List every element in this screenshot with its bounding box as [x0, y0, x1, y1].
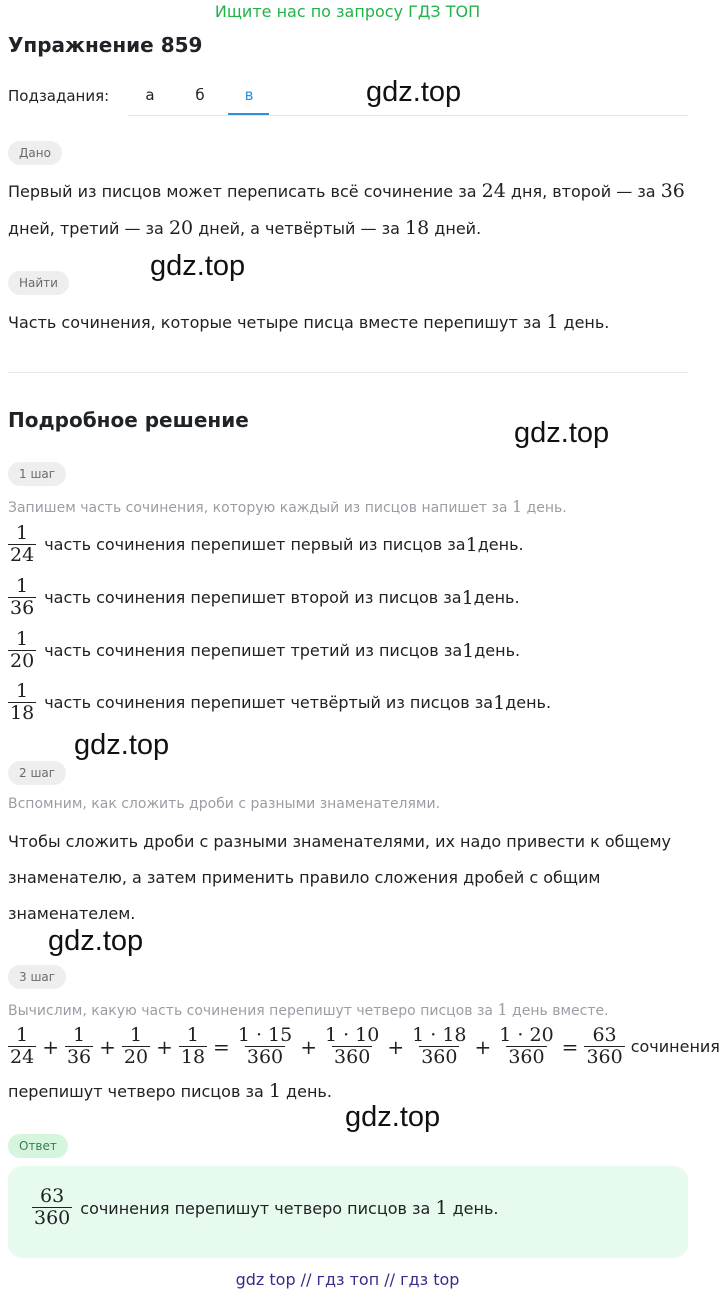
step-2-line-1: Чтобы сложить дроби с разными знаменателями, их надо привести к общему — [8, 832, 671, 851]
fraction: $\frac{1 \cdot 10}{360}$ — [324, 1024, 380, 1068]
fraction: $\frac{1 \cdot 15}{360}$ — [237, 1024, 293, 1068]
step-3-hint: Вычислим, какую часть сочинения перепишут четверо писцов за 1 день вместе. — [8, 1000, 609, 1019]
tab-a[interactable]: а — [145, 86, 155, 104]
given-section — [8, 141, 62, 165]
fraction: $\frac{1 \cdot 18}{360}$ — [412, 1024, 467, 1068]
plus-sign: + — [156, 1034, 173, 1059]
tab-b[interactable]: б — [195, 86, 205, 104]
plus-sign: + — [474, 1034, 492, 1059]
watermark: gdz.top — [150, 250, 246, 282]
plus-sign: + — [99, 1034, 116, 1059]
find-text: Часть сочинения, которые четыре писца вместе перепишут за 1 день. — [8, 311, 610, 333]
step-1-row: $\frac{1}{24}$ часть сочинения перепишет первый из писцов за 1 день. — [10, 522, 524, 566]
fraction: $\frac{1 \cdot 20}{360}$ — [499, 1024, 554, 1068]
step-2-hint: Вспомним, как сложить дроби с разными знаменателями. — [8, 796, 441, 812]
answer-chip: Ответ — [8, 1134, 68, 1158]
fraction: $\frac{1}{20}$ — [10, 628, 35, 672]
equals-sign: = — [213, 1034, 230, 1059]
tab-v[interactable]: в — [244, 86, 254, 104]
watermark: gdz.top — [74, 729, 170, 761]
step-3-line-2: перепишут четверо писцов за 1 день. — [8, 1080, 332, 1102]
given-line-2: дней, третий — за 20 дней, а четвёртый — за 18 дней. — [8, 217, 482, 239]
step-3 — [8, 965, 66, 989]
answer-text: сочинения перепишут четверо писцов за 1 день. — [80, 1196, 499, 1219]
equals-sign: = — [561, 1034, 579, 1059]
equation-tail: сочинения — [630, 1037, 720, 1056]
step-2-line-2: знаменателю, а затем применить правило сложения дробей с общим — [8, 868, 601, 887]
fraction: $\frac{63}{360}$ — [586, 1024, 623, 1068]
active-tab-indicator — [228, 113, 269, 115]
fraction: $\frac{63}{360}$ — [34, 1185, 71, 1229]
step-1 — [8, 462, 66, 486]
fraction: $\frac{1}{18}$ — [10, 680, 35, 724]
step-3-chip: 3 шаг — [8, 965, 66, 989]
fraction: $\frac{1}{36}$ — [10, 575, 35, 619]
given-chip: Дано — [8, 141, 62, 165]
plus-sign: + — [42, 1034, 59, 1059]
step-3-equation — [8, 1025, 720, 1068]
step-1-hint: Запишем часть сочинения, которую каждый из писцов напишет за 1 день. — [8, 497, 567, 516]
page-title: Упражнение 859 — [8, 33, 203, 57]
top-banner-link[interactable]: Ищите нас по запросу ГДЗ ТОП — [214, 2, 481, 21]
step-2-line-3: знаменателем. — [8, 904, 136, 923]
find-section — [8, 271, 69, 295]
footer-links[interactable]: gdz top // гдз топ // гдз top — [235, 1270, 460, 1289]
fraction: $\frac{1}{36}$ — [66, 1024, 92, 1068]
answer-section — [8, 1134, 68, 1158]
watermark: gdz.top — [48, 925, 144, 957]
step-1-row: $\frac{1}{36}$ часть сочинения перепишет второй из писцов за 1 день. — [10, 575, 520, 619]
fraction: $\frac{1}{24}$ — [10, 1024, 35, 1068]
tabs-baseline — [128, 115, 688, 116]
find-chip: Найти — [8, 271, 69, 295]
step-1-chip: 1 шаг — [8, 462, 66, 486]
fraction: $\frac{1}{20}$ — [123, 1024, 149, 1068]
plus-sign: + — [300, 1034, 317, 1059]
solution-title: Подробное решение — [8, 408, 249, 432]
watermark: gdz.top — [514, 417, 610, 449]
section-divider — [8, 372, 688, 373]
plus-sign: + — [387, 1034, 405, 1059]
fraction: $\frac{1}{24}$ — [10, 522, 35, 566]
given-line-1: Первый из писцов может переписать всё сочинение за 24 дня, второй — за 36 — [8, 180, 685, 202]
fraction: $\frac{1}{18}$ — [180, 1024, 206, 1068]
watermark: gdz.top — [345, 1101, 441, 1133]
step-2-chip: 2 шаг — [8, 761, 66, 785]
subtasks-label: Подзадания: — [8, 87, 110, 105]
step-2 — [8, 761, 66, 785]
step-1-row: $\frac{1}{18}$ часть сочинения перепишет четвёртый из писцов за 1 день. — [10, 680, 552, 724]
answer-content — [32, 1186, 499, 1229]
step-1-row: $\frac{1}{20}$ часть сочинения перепишет третий из писцов за 1 день. — [10, 628, 521, 672]
watermark: gdz.top — [366, 76, 462, 108]
